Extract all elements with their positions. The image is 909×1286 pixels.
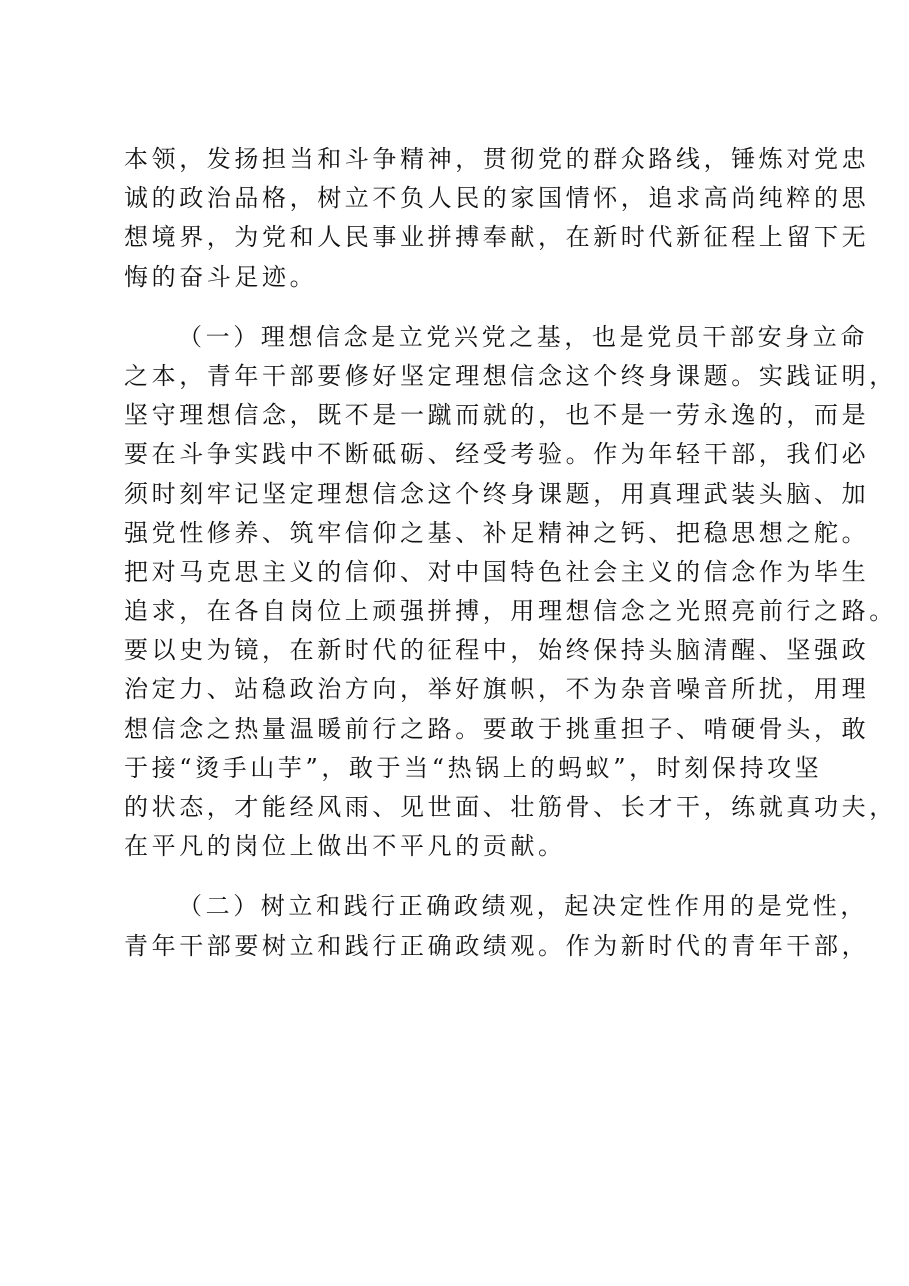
text-line: 强党性修养、筑牢信仰之基、补足精神之钙、把稳思想之舵。 xyxy=(124,518,870,547)
text-line: 要在斗争实践中不断砥砺、经受考验。作为年轻干部，我们必 xyxy=(124,440,870,469)
text-line: 须时刻牢记坚定理想信念这个终身课题，用真理武装头脑、加 xyxy=(124,479,870,508)
text-line: 治定力、站稳政治方向，举好旗帜，不为杂音噪音所扰，用理 xyxy=(124,675,870,704)
text-line: 想信念之热量温暖前行之路。要敢于挑重担子、啃硬骨头，敢 xyxy=(124,714,870,743)
text-line: 坚守理想信念，既不是一蹴而就的，也不是一劳永逸的，而是 xyxy=(124,401,870,430)
text-line: 悔的奋斗足迹。 xyxy=(124,262,318,291)
paragraph-intro-continued xyxy=(124,140,870,297)
text-line: 之本，青年干部要修好坚定理想信念这个终身课题。实践证明， xyxy=(124,361,897,390)
paragraph-section-1 xyxy=(124,318,897,867)
text-line: 本领，发扬担当和斗争精神，贯彻党的群众路线，锤炼对党忠 xyxy=(124,145,870,173)
text-line: 于接“烫手山芋”，敢于当“热锅上的蚂蚁”，时刻保持攻坚 xyxy=(124,753,823,782)
body-text xyxy=(124,140,897,966)
text-line: （二）树立和践行正确政绩观，起决定性作用的是党性， xyxy=(178,892,868,921)
text-line: 把对马克思主义的信仰、对中国特色社会主义的信念作为毕生 xyxy=(124,557,870,586)
text-line: （一）理想信念是立党兴党之基，也是党员干部安身立命 xyxy=(178,322,868,351)
text-line: 的状态，才能经风雨、见世面、壮筋骨、长才干，练就真功夫， xyxy=(124,793,897,821)
text-line: 在平凡的岗位上做出不平凡的贡献。 xyxy=(124,832,566,861)
paragraph-spacer xyxy=(124,866,804,887)
text-line: 想境界，为党和人民事业拼搏奉献，在新时代新征程上留下无 xyxy=(124,223,870,252)
text-line: 要以史为镜，在新时代的征程中，始终保持头脑清醒、坚强政 xyxy=(124,636,870,665)
text-line: 青年干部要树立和践行正确政绩观。作为新时代的青年干部， xyxy=(124,931,870,960)
text-line: 追求，在各自岗位上顽强拼搏，用理想信念之光照亮前行之路。 xyxy=(124,597,897,626)
paragraph-spacer xyxy=(124,297,804,318)
text-line: 诚的政治品格，树立不负人民的家国情怀，追求高尚纯粹的思 xyxy=(124,184,870,213)
paragraph-section-2 xyxy=(124,887,870,965)
